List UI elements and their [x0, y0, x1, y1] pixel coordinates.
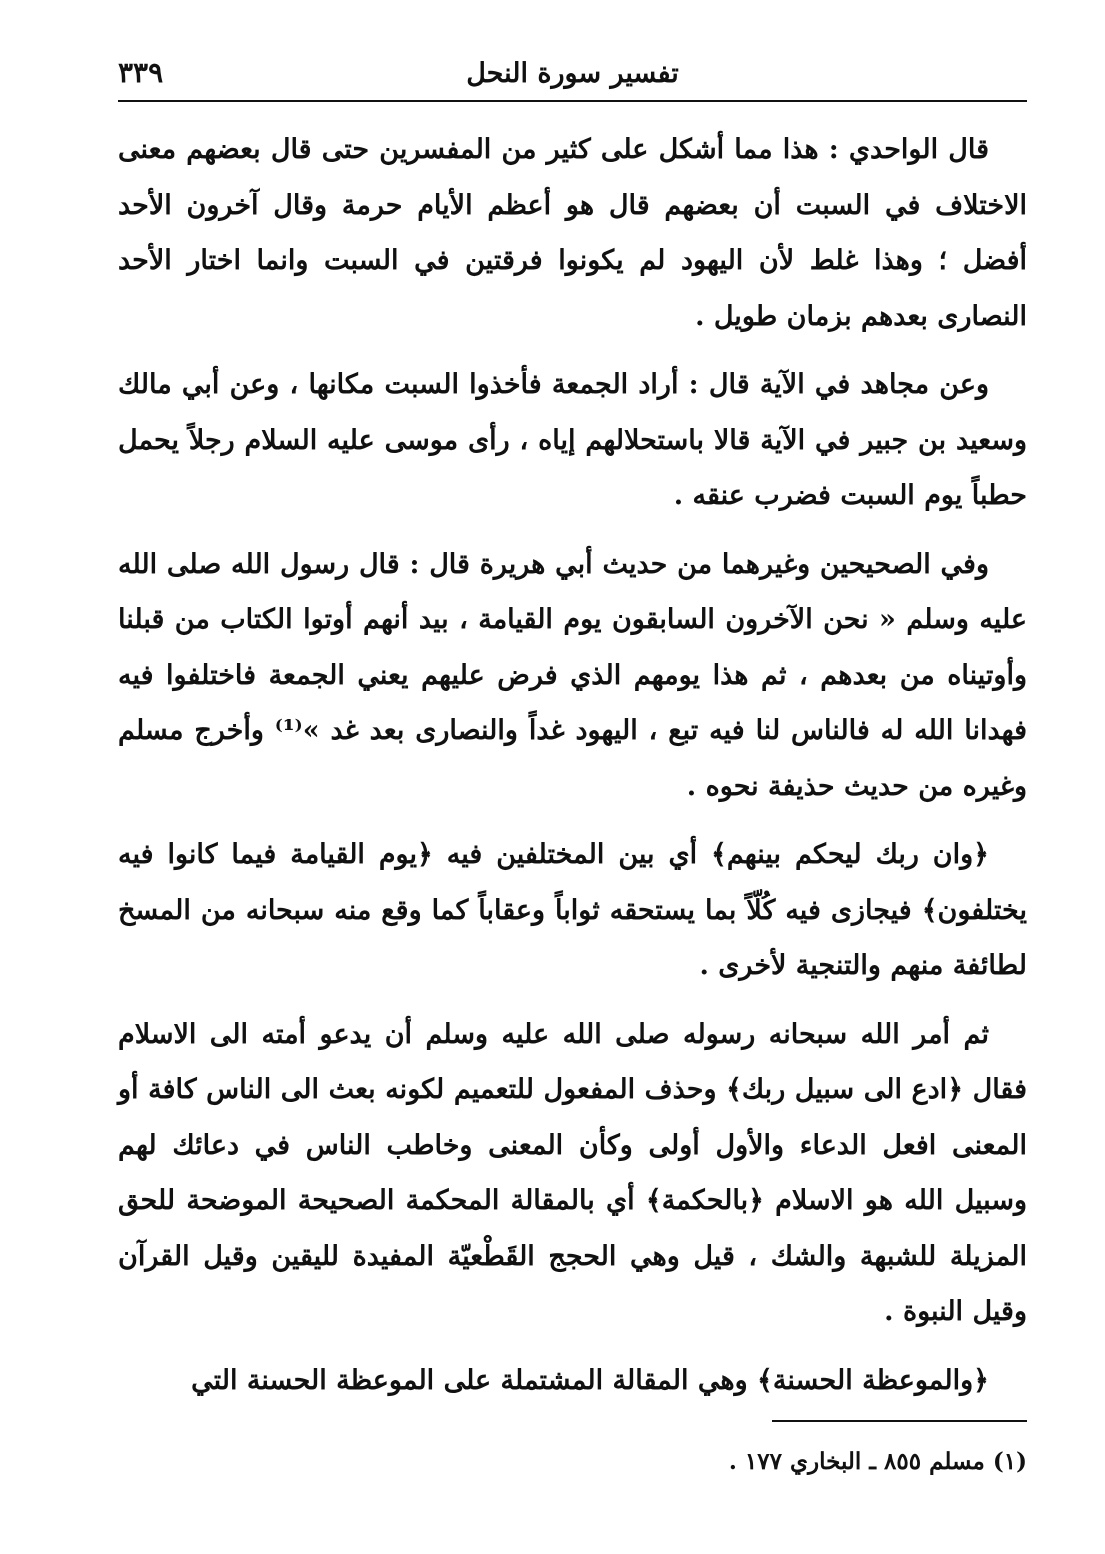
paragraph-maw-iza: ﴿والموعظة الحسنة﴾ وهي المقالة المشتملة على الموعظة الحسنة التي [191, 1364, 989, 1396]
paragraph-rabbuka: ﴿وان ربك ليحكم بينهم﴾ أي بين المختلفين فيه ﴿يوم القيامة فيما كانوا فيه يختلفون﴾ فيجازى فيه كُلّاً بما يستحقه ثواباً وعقاباً كما وقع منه سبحانه من المسخ لطائفة منهم والتنجية لأخرى . [118, 839, 1027, 981]
page-title: تفسير سورة النحل [466, 58, 679, 89]
paragraph-ud-u: ثم أمر الله سبحانه رسوله صلى الله عليه وسلم أن يدعو أمته الى الاسلام فقال ﴿ادع الى سبيل ربك﴾ وحذف المفعول للتعميم لكونه بعث الى الناس كافة أو المعنى افعل الدعاء والأول أولى وكأن المعنى وخاطب الناس في دعائك لهم وسبيل الله هو الاسلام ﴿بالحكمة﴾ أي بالمقالة المحكمة الصحيحة الموضحة للحق المزيلة للشبهة والشك ، قيل وهي الحجج القَطْعيّة المفيدة لليقين وقيل القرآن وقيل النبوة . [118, 1018, 1027, 1327]
paragraph-sahihayn: وفي الصحيحين وغيرهما من حديث أبي هريرة قال : قال رسول الله صلى الله عليه وسلم « نحن الآخرون السابقون يوم القيامة ، بيد أنهم أوتوا الكتاب من قبلنا وأوتيناه من بعدهم ، ثم هذا يومهم الذي فرض عليهم يعني الجمعة فاختلفوا فيه فهدانا الله له فالناس لنا فيه تبع ، اليهود غداً والنصارى بعد غد »⁽¹⁾ وأخرج مسلم وغيره من حديث حذيفة نحوه . [118, 548, 1027, 802]
page-header [118, 52, 1027, 102]
paragraph-mujahid: وعن مجاهد في الآية قال : أراد الجمعة فأخذوا السبت مكانها ، وعن أبي مالك وسعيد بن جبير في الآية قالا باستحلالهم إياه ، رأى موسى عليه السلام رجلاً يحمل حطباً يوم السبت فضرب عنقه . [118, 369, 1027, 511]
page-number: ٣٣٩ [118, 56, 164, 89]
footnote: (١) مسلم ٨٥٥ ـ البخاري ١٧٧ . [728, 1448, 1027, 1475]
main-text [118, 122, 1027, 1421]
footnote-divider [772, 1420, 1027, 1422]
paragraph-wahidi: قال الواحدي : هذا مما أشكل على كثير من المفسرين حتى قال بعضهم معنى الاختلاف في السبت أن بعضهم قال هو أعظم الأيام حرمة وقال آخرون الأحد أفضل ؛ وهذا غلط لأن اليهود لم يكونوا فرقتين في السبت وانما اختار الأحد النصارى بعدهم بزمان طويل . [118, 134, 1027, 332]
